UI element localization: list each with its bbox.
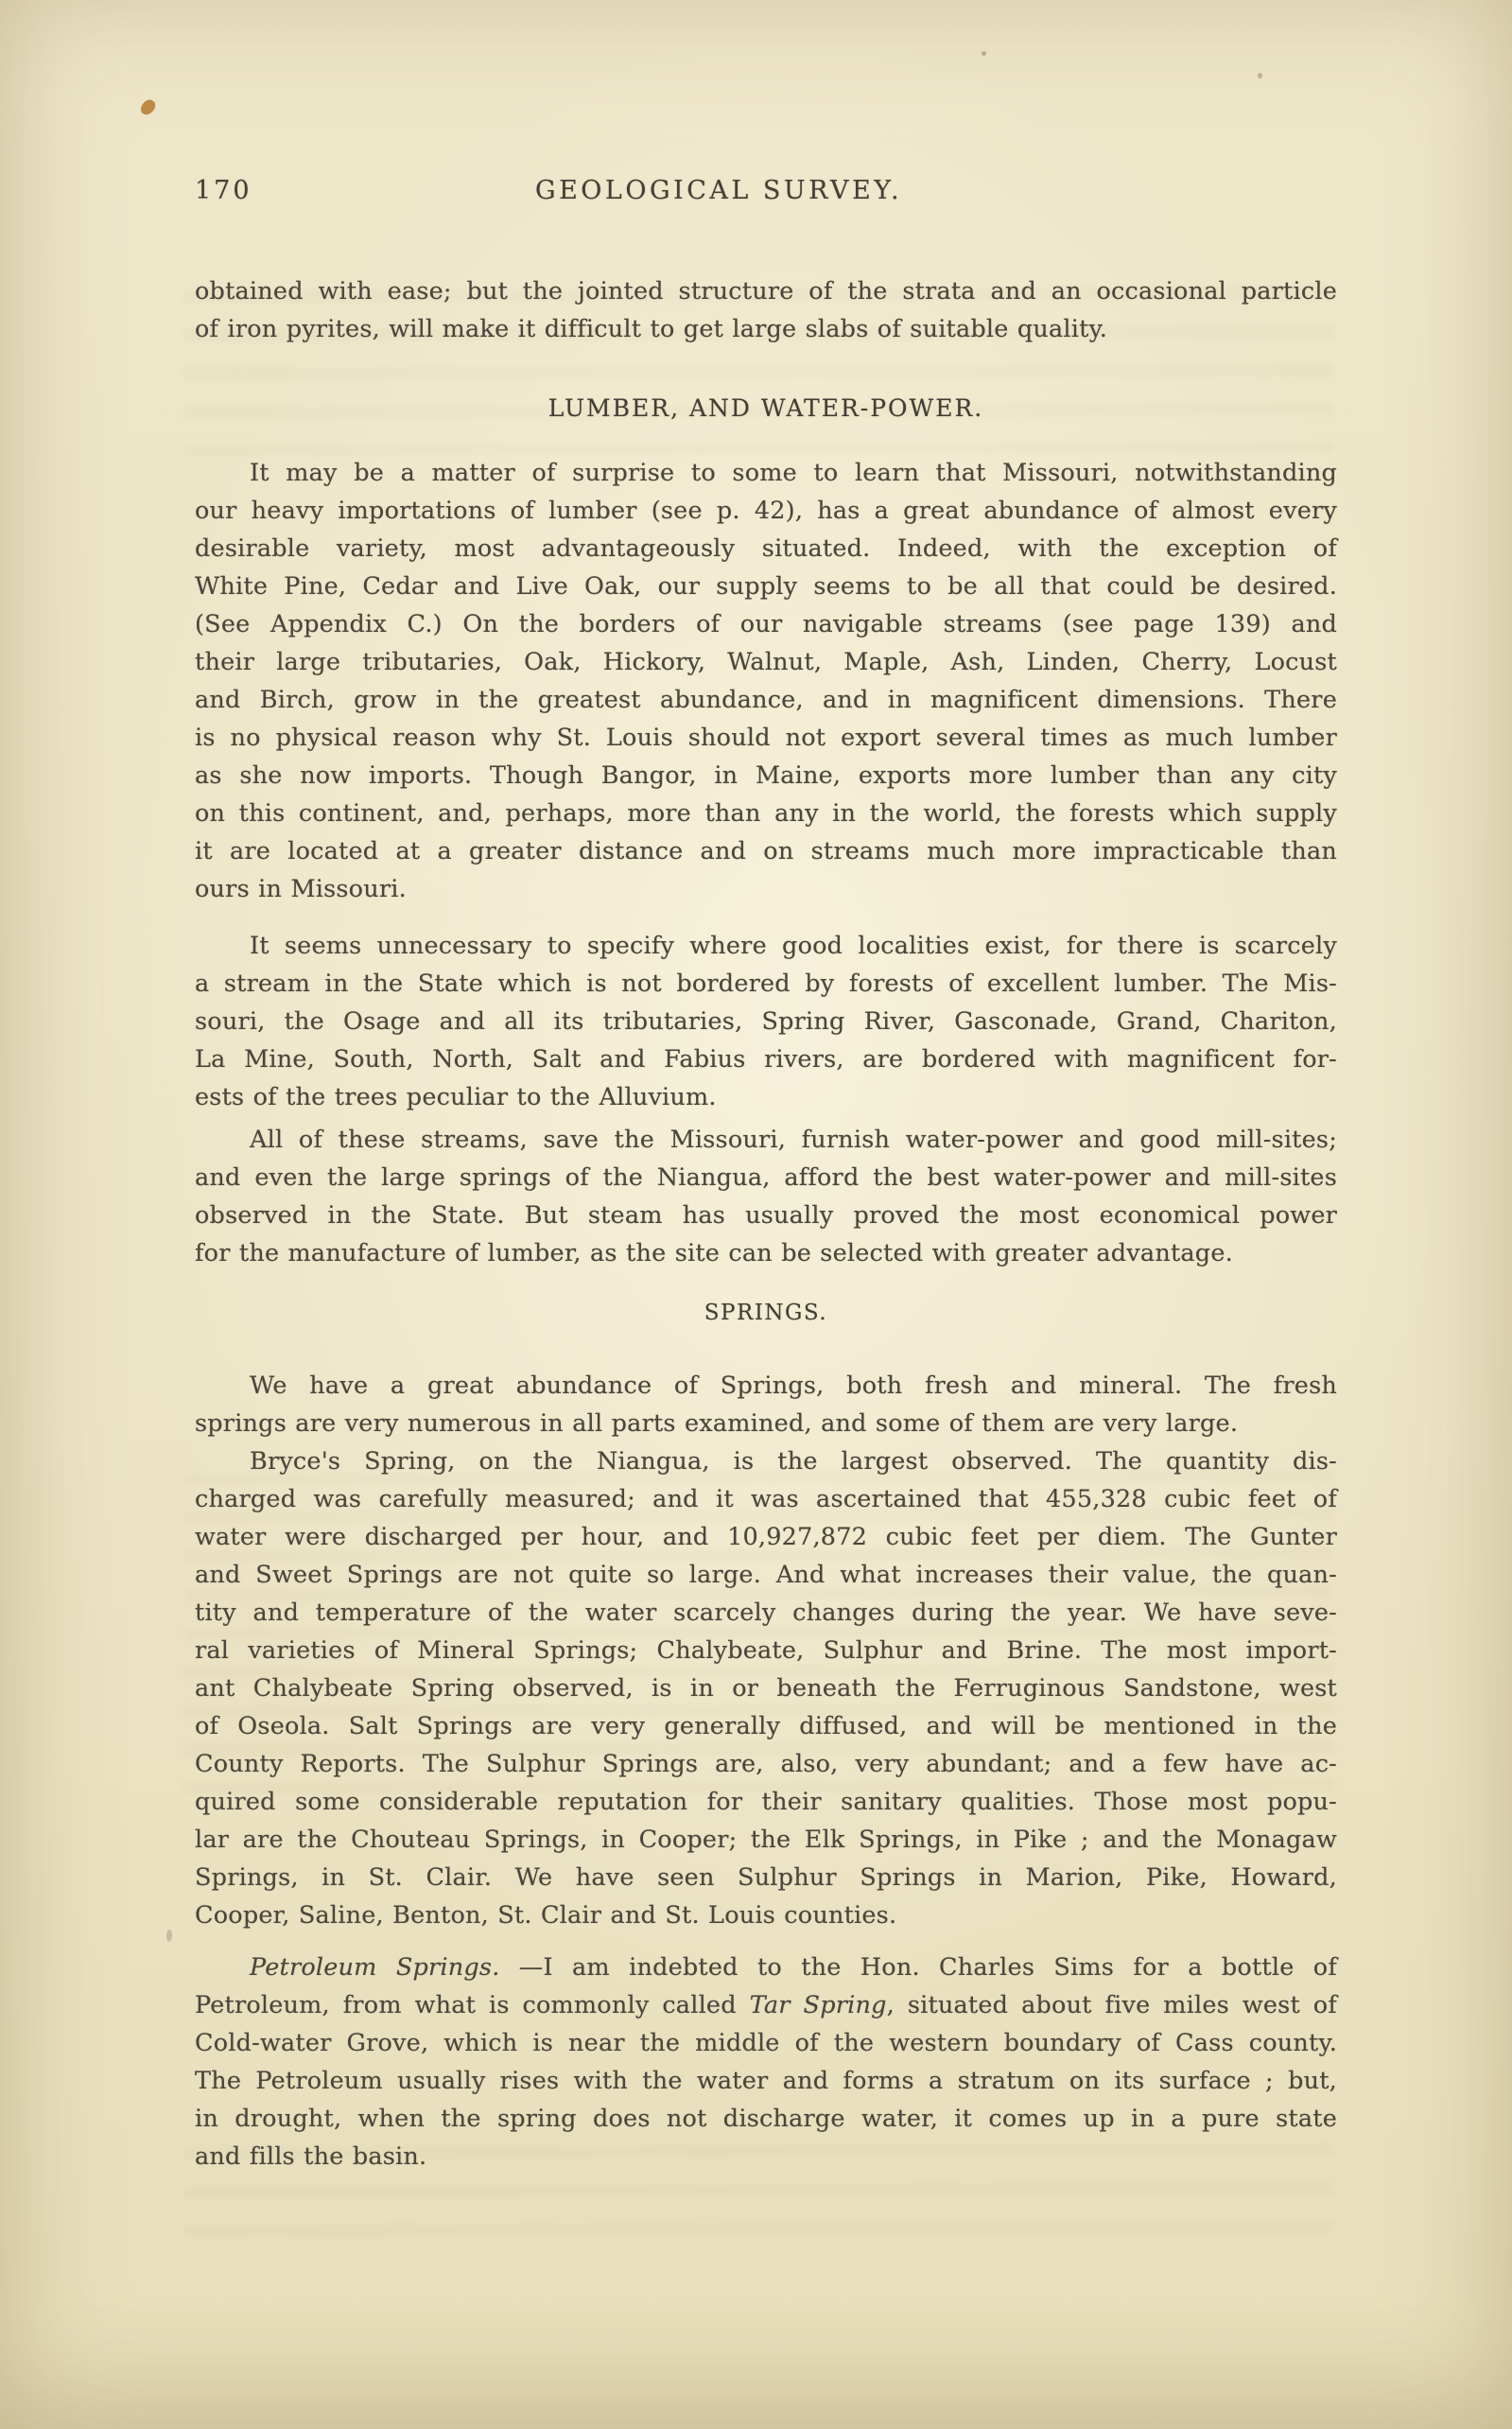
paragraph (195, 1121, 1337, 1272)
text-line: souri, the Osage and all its tributaries, Spring River, Gasconade, Grand, Chariton, (195, 1007, 1337, 1036)
paper-speck (166, 1930, 172, 1942)
page-number: 170 (195, 176, 252, 205)
text-line: White Pine, Cedar and Live Oak, our supply seems to be all that could be desired. (195, 572, 1337, 601)
text-line: observed in the State. But steam has usually proved the most economical power (195, 1201, 1337, 1230)
text-line: water were discharged per hour, and 10,927,872 cubic feet per diem. The Gunter (195, 1523, 1337, 1551)
text-line: and Sweet Springs are not quite so large. And what increases their value, the quan- (195, 1561, 1337, 1589)
paper-speck (138, 97, 158, 117)
text-line: on this continent, and, perhaps, more than any in the world, the forests which supply (195, 799, 1337, 828)
text-line: County Reports. The Sulphur Springs are, also, very abundant; and a few have ac- (195, 1750, 1337, 1778)
text-line: Cold-water Grove, which is near the middle of the western boundary of Cass county. (195, 2029, 1337, 2057)
text-line: is no physical reason why St. Louis should not export several times as much lumber (195, 724, 1337, 752)
text-line: obtained with ease; but the jointed structure of the strata and an occasional particle (195, 277, 1337, 306)
text-line: The Petroleum usually rises with the water and forms a stratum on its surface ; but, (195, 2067, 1337, 2095)
text-line: desirable variety, most advantageously situated. Indeed, with the exception of (195, 534, 1337, 563)
text-line: We have a great abundance of Springs, both fresh and mineral. The fresh (250, 1372, 1337, 1400)
text-line: and even the large springs of the Niangua, afford the best water-power and mill-sites (195, 1163, 1337, 1192)
text-line: (See Appendix C.) On the borders of our navigable streams (see page 139) and (195, 610, 1337, 638)
text-line: Petroleum, from what is commonly called Tar Spring, situated about five miles west of (195, 1991, 1337, 2019)
text-line: in drought, when the spring does not discharge water, it comes up in a pure state (195, 2105, 1337, 2133)
paragraph (195, 927, 1337, 1116)
text-line: their large tributaries, Oak, Hickory, Walnut, Maple, Ash, Linden, Cherry, Locust (195, 648, 1337, 676)
text-line: tity and temperature of the water scarcely changes during the year. We have seve- (195, 1599, 1337, 1627)
paragraph (195, 1367, 1337, 1442)
running-header: GEOLOGICAL SURVEY. (535, 176, 903, 205)
text-line: our heavy importations of lumber (see p. 42), has a great abundance of almost every (195, 497, 1337, 525)
text-line: it are located at a greater distance and on streams much more impracticable than (195, 837, 1337, 865)
text-line: of iron pyrites, will make it difficult to get large slabs of suitable quality. (195, 315, 1108, 343)
section-heading: SPRINGS. (704, 1301, 828, 1325)
text-line: It seems unnecessary to specify where good localities exist, for there is scarcely (250, 932, 1337, 960)
text-line: and Birch, grow in the greatest abundance, and in magnificent dimensions. There (195, 686, 1337, 714)
text-line: as she now imports. Though Bangor, in Maine, exports more lumber than any city (195, 761, 1337, 790)
text-line: Cooper, Saline, Benton, St. Clair and St. Louis counties. (195, 1901, 897, 1930)
paragraph (195, 454, 1337, 908)
text-line: Bryce's Spring, on the Niangua, is the largest observed. The quantity dis- (250, 1447, 1337, 1476)
text-line: La Mine, South, North, Salt and Fabius rivers, are bordered with magnificent for- (195, 1045, 1337, 1074)
text-line: It may be a matter of surprise to some to learn that Missouri, notwithstanding (250, 459, 1337, 487)
text-line: Petroleum Springs. —I am indebted to the Hon. Charles Sims for a bottle of (250, 1953, 1337, 1982)
paragraph (195, 1442, 1337, 1934)
text-line: a stream in the State which is not bordered by forests of excellent lumber. The Mis- (195, 970, 1337, 998)
text-line: ours in Missouri. (195, 875, 407, 903)
text-line: Springs, in St. Clair. We have seen Sulphur Springs in Marion, Pike, Howard, (195, 1863, 1337, 1892)
text-line: springs are very numerous in all parts examined, and some of them are very large. (195, 1409, 1239, 1438)
text-line: and fills the basin. (195, 2142, 427, 2171)
text-line: for the manufacture of lumber, as the site can be selected with greater advantage. (195, 1239, 1233, 1267)
text-line: lar are the Chouteau Springs, in Cooper; the Elk Springs, in Pike ; and the Monagaw (195, 1826, 1337, 1854)
paragraph (195, 272, 1337, 348)
paragraph (195, 1948, 1337, 2176)
paper-speck (1258, 73, 1262, 79)
text-line: charged was carefully measured; and it was ascertained that 455,328 cubic feet of (195, 1485, 1337, 1513)
text-line: ests of the trees peculiar to the Alluvium. (195, 1083, 717, 1111)
text-line: quired some considerable reputation for their sanitary qualities. Those most popu- (195, 1788, 1337, 1816)
section-heading: LUMBER, AND WATER-POWER. (547, 394, 984, 422)
text-line: of Oseola. Salt Springs are very generally diffused, and will be mentioned in the (195, 1712, 1337, 1740)
paper-speck (982, 51, 986, 56)
text-column (195, 272, 1337, 2176)
text-line: ral varieties of Mineral Springs; Chalybeate, Sulphur and Brine. The most import- (195, 1636, 1337, 1665)
text-line: ant Chalybeate Spring observed, is in or beneath the Ferruginous Sandstone, west (195, 1674, 1337, 1703)
text-line: All of these streams, save the Missouri, furnish water-power and good mill-sites; (250, 1126, 1337, 1154)
